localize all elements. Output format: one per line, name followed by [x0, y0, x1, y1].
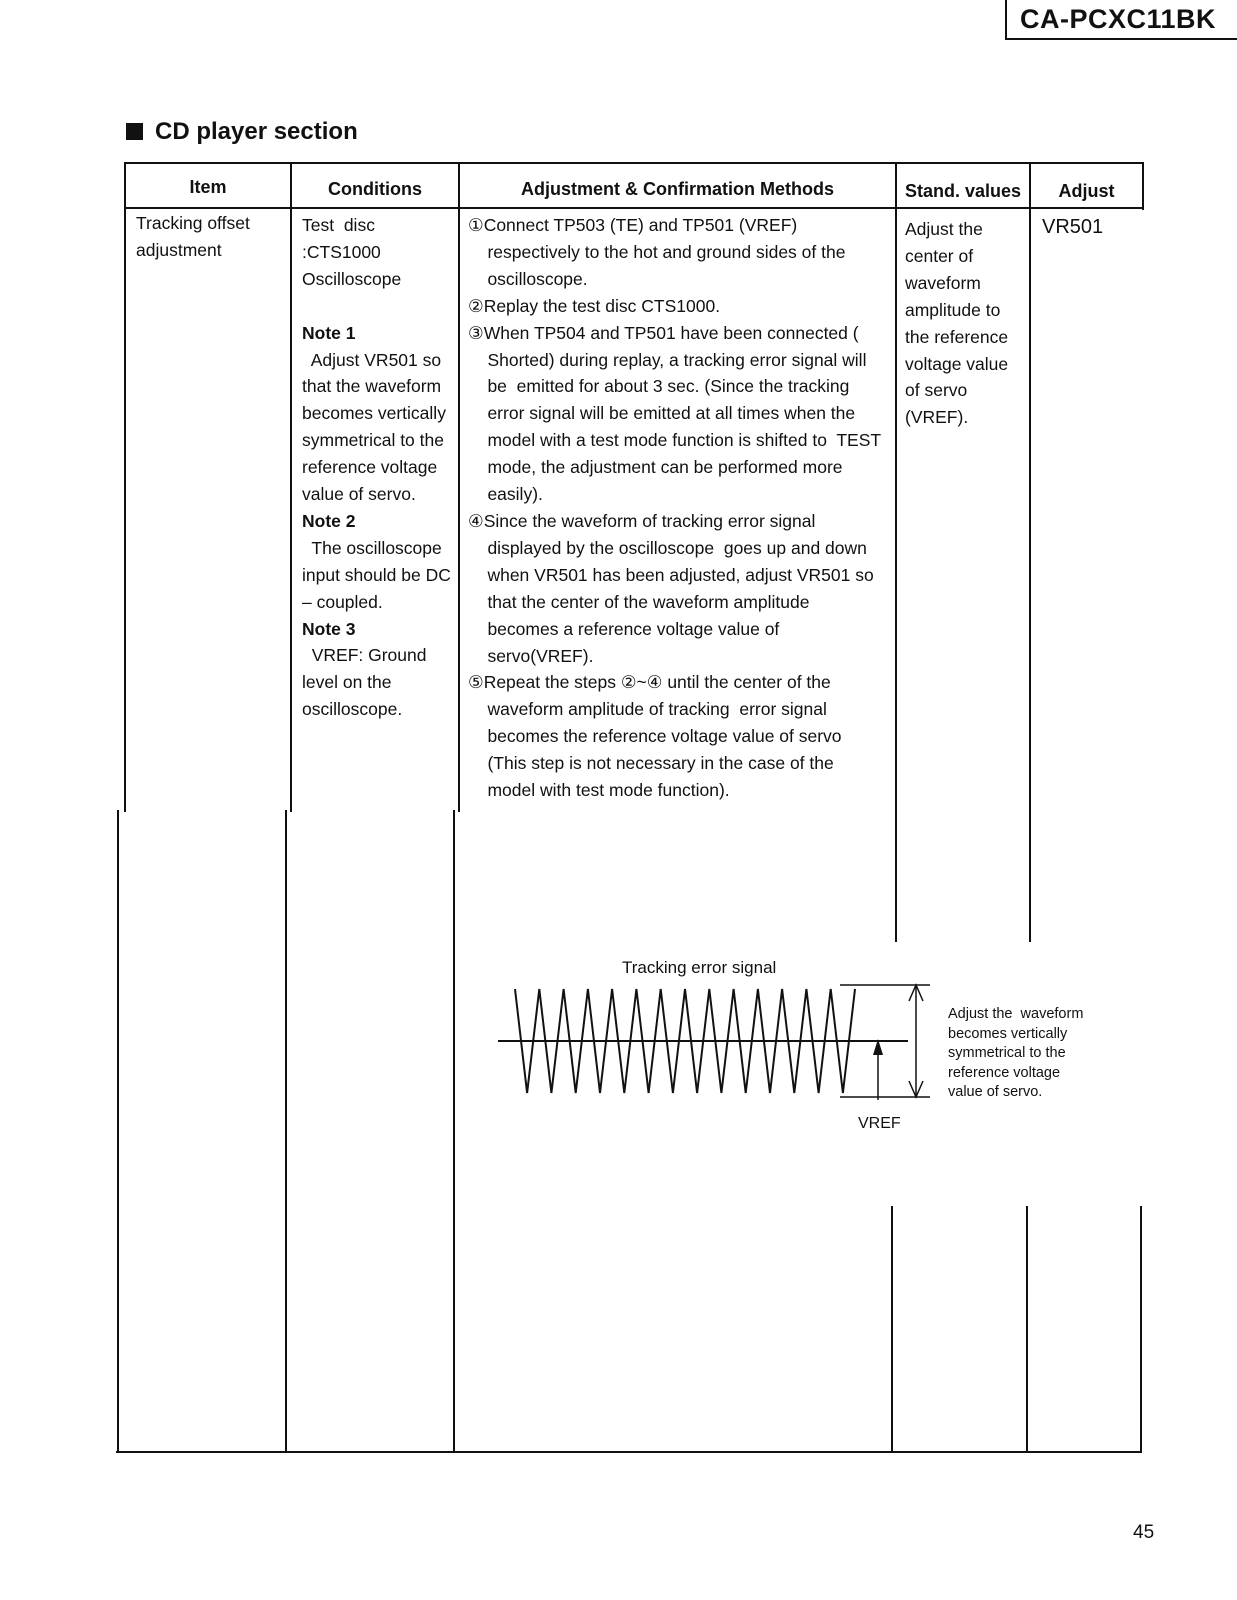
table-col-line-4b — [891, 1206, 893, 1453]
conditions-test-items: Test disc :CTS1000 Oscilloscope — [302, 215, 402, 289]
note-2-label: Note 2 — [302, 510, 356, 531]
table-header-divider — [124, 207, 1144, 209]
header-item: Item — [189, 177, 227, 197]
header-stand-values: Stand. values — [904, 181, 1022, 201]
table-col-line-1b — [117, 810, 119, 1453]
note-2-text: The oscilloscope input should be DC – coupled. — [302, 537, 451, 612]
method-step-2: ②Replay the test disc CTS1000. — [468, 295, 721, 316]
method-step-5: ⑤Repeat the steps ②~④ until the center of the waveform amplitude of tracking error signal becomes the reference voltage value of servo (This step is not necessary in the case of the model with test mode function). — [468, 672, 842, 801]
conditions-cell — [302, 212, 451, 723]
header-methods: Adjustment & Confirmation Methods — [521, 179, 834, 199]
table-col-line-3a — [458, 162, 460, 812]
table-col-line-3b — [453, 810, 455, 1453]
stand-values-cell: Adjust the center of waveform amplitude to the reference voltage value of servo (VREF). — [905, 219, 1009, 428]
item-cell: Tracking offset adjustment — [136, 213, 250, 260]
tracking-error-waveform — [490, 975, 940, 1100]
table-col-line-2a — [290, 162, 292, 812]
note-1-text: Adjust VR501 so that the waveform becomes vertically symmetrical to the reference voltage value of servo. — [302, 349, 446, 505]
adjust-cell: VR501 — [1042, 216, 1104, 238]
method-step-4: ④Since the waveform of tracking error signal displayed by the oscilloscope goes up and down when VR501 has been adjusted, adjust VR501 so that the center of the waveform amplitude becomes a reference voltage value of servo(VREF). — [468, 510, 874, 666]
model-number: CA-PCXC11BK — [1020, 4, 1217, 34]
note-3-label: Note 3 — [302, 618, 356, 639]
table-col-line-1a — [124, 162, 126, 812]
note-3-text: VREF: Ground level on the oscilloscope. — [302, 645, 427, 720]
page-number: 45 — [1133, 1522, 1155, 1543]
section-title — [126, 118, 358, 146]
section-title-text: CD player section — [155, 118, 358, 145]
vref-label: VREF — [858, 1115, 901, 1132]
header-conditions: Conditions — [328, 179, 422, 199]
table-col-line-5b — [1026, 1206, 1028, 1453]
table-bottom-border — [116, 1451, 1142, 1453]
figure-note: Adjust the waveform becomes vertically symmetrical to the reference voltage value of servo. — [948, 1006, 1084, 1101]
method-step-1: ①Connect TP503 (TE) and TP501 (VREF) respectively to the hot and ground sides of the oscilloscope. — [468, 215, 846, 289]
note-1-label: Note 1 — [302, 322, 356, 343]
header-adjust: Adjust — [1058, 181, 1115, 201]
methods-cell — [468, 212, 881, 804]
table-top-border — [124, 162, 1144, 164]
table-col-line-6b — [1140, 1206, 1142, 1453]
method-step-3: ③When TP504 and TP501 have been connected ( Shorted) during replay, a tracking error signal will be emitted for about 3 sec. (Since the tracking error signal will be emitted at all times when the model with a test mode function is shifted to TEST mode, the adjustment can be performed more easily). — [468, 322, 882, 505]
table-col-line-2b — [285, 810, 287, 1453]
table-col-line-6 — [1142, 162, 1144, 210]
figure-title: Tracking error signal — [622, 958, 777, 977]
table-col-line-5a — [1029, 162, 1031, 942]
bullet-square-icon — [126, 123, 143, 140]
table-col-line-4a — [895, 162, 897, 942]
